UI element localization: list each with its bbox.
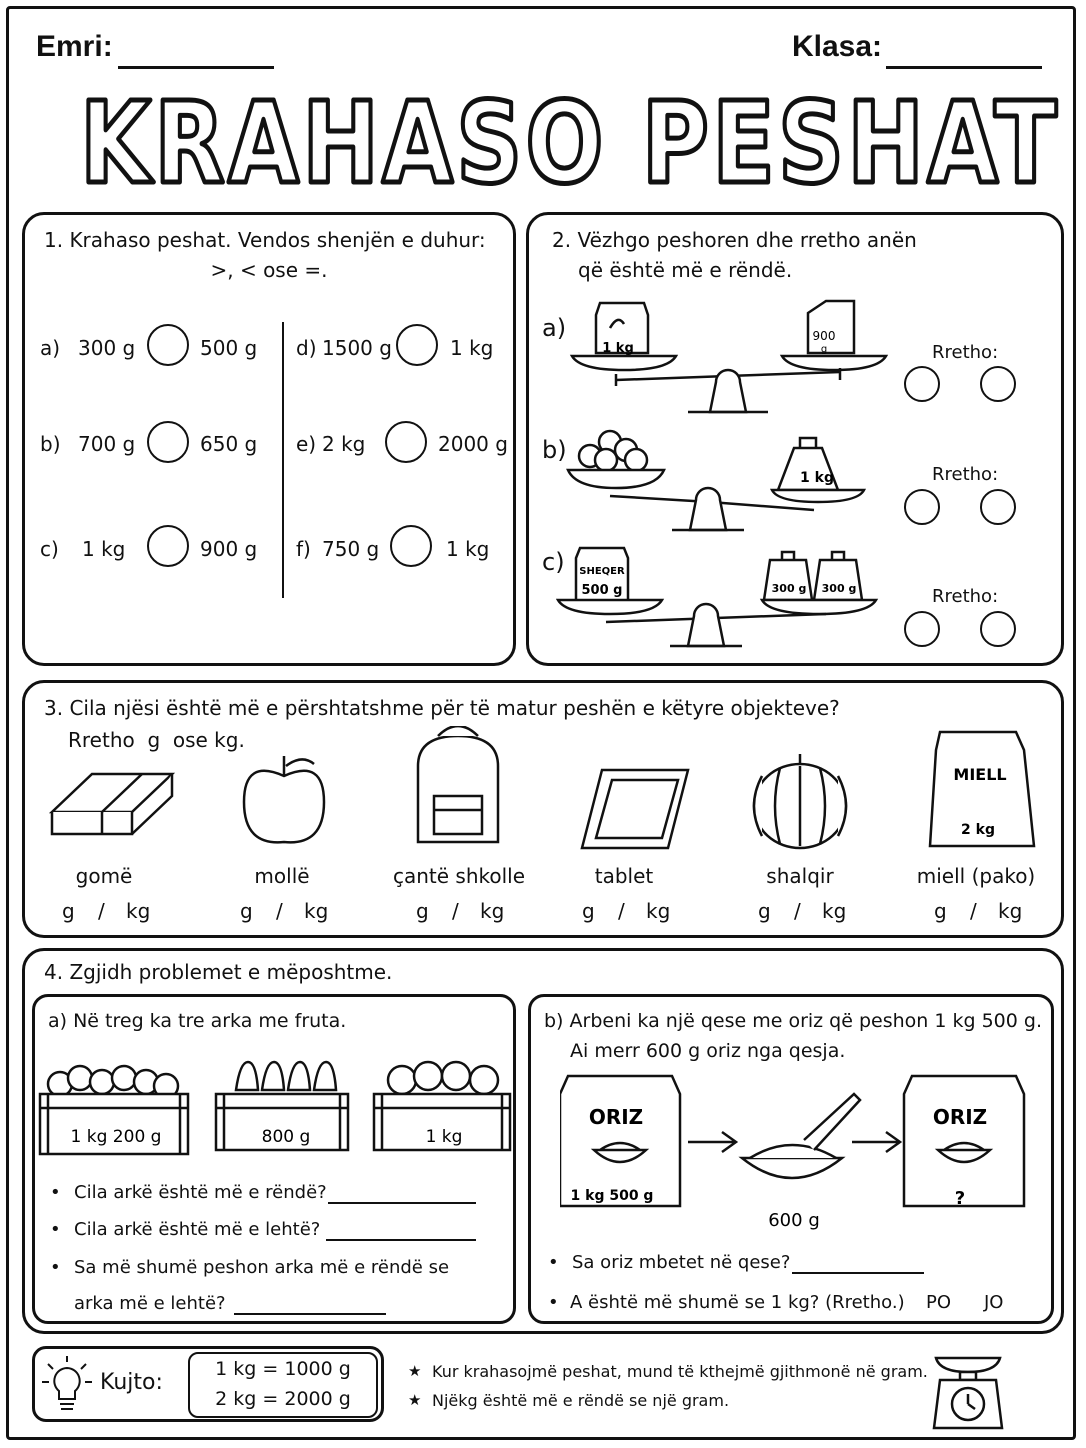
- s3-unit-sep: /: [970, 899, 977, 923]
- s4-b-no[interactable]: JO: [984, 1292, 1004, 1313]
- s1-e-left: 2 kg: [322, 432, 366, 456]
- s1-d-sign-circle[interactable]: [396, 324, 438, 366]
- scale-c: [556, 536, 886, 658]
- rice-bag-unknown: ?: [954, 1188, 966, 1209]
- s1-f-right: 1 kg: [446, 537, 490, 561]
- s3-unit-g[interactable]: g: [934, 899, 947, 923]
- rice-bag-weight: 1 kg 500 g: [570, 1188, 654, 1204]
- s3-unit-sep: /: [276, 899, 283, 923]
- s2-a-right-label: 900: [812, 329, 836, 343]
- s4-a-q2-answer[interactable]: [326, 1221, 476, 1241]
- s2-a-left-label: 1 kg: [602, 341, 634, 356]
- s3-unit-kg[interactable]: kg: [480, 899, 505, 923]
- s2-prompt: 2. Vëzhgo peshoren dhe rretho anën: [552, 228, 917, 252]
- page-title: [70, 82, 1070, 202]
- rice-bag-icon: [560, 1076, 680, 1206]
- s3-unit-g[interactable]: g: [240, 899, 253, 923]
- s3-flour-label: MIELL: [953, 765, 1007, 784]
- s3-unit-kg[interactable]: kg: [998, 899, 1023, 923]
- s1-c-left: 1 kg: [82, 537, 126, 561]
- name-line[interactable]: [118, 38, 274, 69]
- s1-prompt-2: >, < ose =.: [210, 258, 328, 282]
- s1-a-letter: a): [40, 336, 61, 360]
- s1-b-sign-circle[interactable]: [147, 421, 189, 463]
- s4-b-q1-answer[interactable]: [792, 1254, 924, 1274]
- rice-bag-label: ORIZ: [588, 1105, 644, 1129]
- s3-item-name: tablet: [594, 864, 654, 888]
- s3-unit-kg[interactable]: kg: [304, 899, 329, 923]
- s4-a-q3: Sa më shumë peshon arka më e rëndë se: [74, 1257, 450, 1278]
- s3-prompt: 3. Cila njësi është më e përshtatshme për të matur peshën e këtyre objekteve?: [44, 696, 840, 720]
- s4-a-q3-answer[interactable]: [234, 1295, 386, 1315]
- s2-a-circle-label: Rretho:: [932, 342, 999, 363]
- s2-b-letter: b): [542, 436, 567, 464]
- s2-a-right-circle[interactable]: [980, 366, 1016, 402]
- s3-unit-kg[interactable]: kg: [646, 899, 671, 923]
- milk-carton-icon: [808, 301, 854, 353]
- crate-2-weight: 800 g: [261, 1127, 311, 1147]
- s2-c-letter: c): [542, 548, 565, 576]
- s3-prompt-2: Rretho g ose kg.: [68, 728, 245, 752]
- s2-c-left-label: 500 g: [581, 583, 623, 598]
- title-text: KRAHASO PESHAT: [80, 82, 1060, 202]
- s2-a-right-unit: g: [820, 344, 828, 355]
- s2-a-letter: a): [542, 314, 567, 342]
- s3-unit-g[interactable]: g: [62, 899, 75, 923]
- s3-unit-kg[interactable]: kg: [822, 899, 847, 923]
- remember-label: Kujto:: [100, 1370, 163, 1395]
- s4-b-q2: A është më shumë se 1 kg? (Rretho.): [570, 1292, 905, 1313]
- bullet: •: [548, 1292, 559, 1313]
- eraser-icon: [52, 774, 172, 834]
- s1-c-letter: c): [40, 537, 59, 561]
- s3-flour-weight: 2 kg: [961, 822, 995, 838]
- s1-b-left: 700 g: [78, 432, 136, 456]
- name-label: Emri:: [36, 30, 113, 63]
- s4-a-q2: Cila arkë është më e lehtë?: [74, 1219, 321, 1240]
- s4-b-yes[interactable]: PO: [926, 1292, 952, 1313]
- s1-a-right: 500 g: [200, 336, 258, 360]
- s3-unit-g[interactable]: g: [582, 899, 595, 923]
- rice-bag-after-icon: [904, 1076, 1024, 1206]
- apple-icon: [244, 756, 324, 842]
- fruit-crates: [36, 1050, 516, 1162]
- star-icon: ★: [408, 1391, 422, 1409]
- s3-item-name: mollë: [254, 864, 310, 888]
- s2-b-circle-label: Rretho:: [932, 464, 999, 485]
- s2-c-left-top: SHEQER: [579, 566, 625, 577]
- s1-e-letter: e): [296, 432, 317, 456]
- s3-item-name: shalqir: [766, 864, 834, 888]
- s1-d-letter: d): [296, 336, 317, 360]
- star-icon: ★: [408, 1362, 422, 1380]
- class-line[interactable]: [886, 38, 1042, 69]
- equation-1: 1 kg = 1000 g: [215, 1358, 351, 1380]
- bullet: •: [50, 1219, 61, 1240]
- s1-e-sign-circle[interactable]: [385, 421, 427, 463]
- lightbulb-icon: [40, 1354, 94, 1416]
- s4-a-q1: Cila arkë është më e rëndë?: [74, 1182, 327, 1203]
- bullet: •: [50, 1257, 61, 1278]
- s3-objects: [40, 726, 1050, 856]
- s2-b-right-label: 1 kg: [800, 470, 834, 486]
- s1-f-letter: f): [296, 537, 311, 561]
- s1-e-right: 2000 g: [438, 432, 508, 456]
- rice-bowl-icon: [742, 1158, 842, 1178]
- bullet: •: [50, 1182, 61, 1203]
- tip-2: Njëkg është më e rëndë se një gram.: [432, 1391, 730, 1410]
- s1-c-right: 900 g: [200, 537, 258, 561]
- s3-unit-sep: /: [618, 899, 625, 923]
- s2-c-right-b: 300 g: [821, 582, 857, 595]
- crate-3-weight: 1 kg: [425, 1127, 463, 1147]
- bowl-weight: 600 g: [768, 1210, 820, 1231]
- s3-item-name: miell (pako): [916, 864, 1036, 888]
- s1-a-left: 300 g: [78, 336, 136, 360]
- scale-a: [560, 288, 900, 416]
- s4-b-prompt-2: Ai merr 600 g oriz nga qesja.: [570, 1040, 846, 1062]
- s4-a-q1-answer[interactable]: [328, 1184, 476, 1204]
- s1-prompt: 1. Krahaso peshat. Vendos shenjën e duhur:: [44, 228, 486, 252]
- s1-b-right: 650 g: [200, 432, 258, 456]
- s4-b-q1: Sa oriz mbetet në qese?: [572, 1252, 791, 1273]
- equation-2: 2 kg = 2000 g: [215, 1388, 351, 1410]
- bullet: •: [548, 1252, 559, 1273]
- crate-1-weight: 1 kg 200 g: [70, 1127, 162, 1147]
- s3-unit-g[interactable]: g: [758, 899, 771, 923]
- s4-a-prompt: a) Në treg ka tre arka me fruta.: [48, 1010, 347, 1032]
- scale-b: [560, 420, 880, 544]
- s3-unit-sep: /: [98, 899, 105, 923]
- s1-c-sign-circle[interactable]: [147, 525, 189, 567]
- s2-c-right-a: 300 g: [771, 582, 807, 595]
- s4-b-prompt: b) Arbeni ka një qese me oriz që peshon 1 kg 500 g.: [544, 1010, 1042, 1032]
- s3-unit-sep: /: [452, 899, 459, 923]
- s2-a-left-circle[interactable]: [904, 366, 940, 402]
- s2-b-left-circle[interactable]: [904, 489, 940, 525]
- s3-item-name: çantë shkolle: [392, 864, 526, 888]
- class-label: Klasa:: [792, 30, 883, 63]
- tablet-icon: [582, 770, 688, 848]
- watermelon-icon: [754, 754, 846, 848]
- s1-d-right: 1 kg: [450, 336, 494, 360]
- s1-b-letter: b): [40, 432, 61, 456]
- backpack-icon: [418, 726, 498, 842]
- rice-bag-after-label: ORIZ: [932, 1105, 988, 1129]
- s1-f-sign-circle[interactable]: [390, 525, 432, 567]
- s2-prompt-2: që është më e rëndë.: [578, 258, 793, 282]
- s4-a-q3b: arka më e lehtë?: [74, 1293, 226, 1314]
- s1-d-left: 1500 g: [322, 336, 392, 360]
- s3-unit-kg[interactable]: kg: [126, 899, 151, 923]
- s1-a-sign-circle[interactable]: [147, 324, 189, 366]
- s1-divider: [282, 322, 284, 598]
- s3-item-name: gomë: [75, 864, 133, 888]
- s4-prompt: 4. Zgjidh problemet e mëposhtme.: [44, 960, 393, 984]
- s2-b-right-circle[interactable]: [980, 489, 1016, 525]
- s2-c-circle-label: Rretho:: [932, 586, 999, 607]
- rice-diagram: [560, 1070, 1040, 1238]
- s2-c-left-circle[interactable]: [904, 611, 940, 647]
- kitchen-scale-icon: [926, 1346, 1010, 1432]
- s1-f-left: 750 g: [322, 537, 380, 561]
- s3-unit-g[interactable]: g: [416, 899, 429, 923]
- s2-c-right-circle[interactable]: [980, 611, 1016, 647]
- s3-unit-sep: /: [794, 899, 801, 923]
- tip-1: Kur krahasojmë peshat, mund të kthejmë gjithmonë në gram.: [432, 1362, 928, 1381]
